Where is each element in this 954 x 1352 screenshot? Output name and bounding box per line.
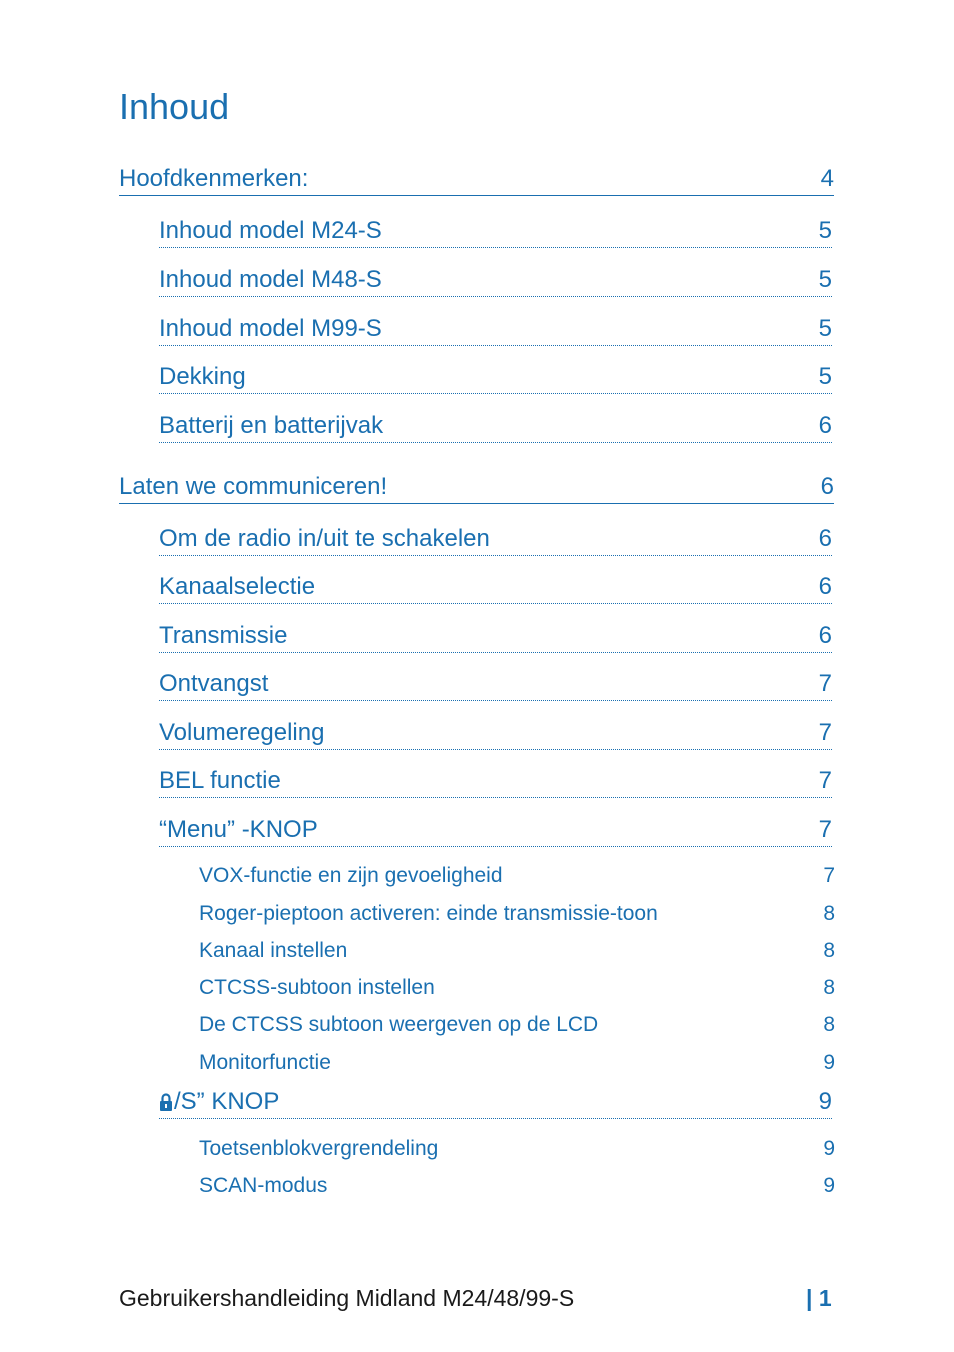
toc-entry-label: CTCSS-subtoon instellen <box>199 976 435 999</box>
footer-page-number: | 1 <box>806 1285 832 1311</box>
toc-entry-page: 5 <box>818 315 832 342</box>
toc-entry[interactable] <box>159 261 832 297</box>
toc-entry-label: Toetsenblokvergrendeling <box>199 1137 439 1160</box>
toc-entry-label-group <box>159 1088 279 1116</box>
toc-entry-label: Inhoud model M99-S <box>159 315 382 342</box>
toc-entry-page: 6 <box>818 573 832 600</box>
toc-entry-page: 9 <box>818 1088 832 1115</box>
toc-entry-page: 9 <box>823 1051 835 1074</box>
toc-subentry[interactable] <box>199 933 835 963</box>
toc-entry-page: 8 <box>823 976 835 999</box>
toc-entry-page: 7 <box>818 670 832 697</box>
toc-entry-label: /S” KNOP <box>174 1088 280 1115</box>
toc-entry-label: Dekking <box>159 363 246 390</box>
toc-entry-label: BEL functie <box>159 767 281 794</box>
toc-entry-page: 6 <box>818 412 832 439</box>
toc-entry[interactable] <box>159 212 832 248</box>
toc-subentry[interactable] <box>199 1168 835 1198</box>
toc-entry[interactable] <box>159 407 832 443</box>
toc-entry-label: Inhoud model M48-S <box>159 266 382 293</box>
toc-entry[interactable] <box>159 1083 832 1119</box>
toc-entry-label: Laten we communiceren! <box>119 473 388 500</box>
toc-entry[interactable] <box>159 714 832 750</box>
toc-entry-page: 8 <box>823 939 835 962</box>
toc-entry-label: Om de radio in/uit te schakelen <box>159 525 490 552</box>
toc-entry-page: 9 <box>823 1174 835 1197</box>
toc-entry[interactable] <box>159 358 832 394</box>
toc-entry[interactable] <box>159 811 832 847</box>
toc-subentry[interactable] <box>199 858 835 888</box>
toc-entry-label: Batterij en batterijvak <box>159 412 384 439</box>
toc-entry-page: 5 <box>818 217 832 244</box>
toc-entry-label: SCAN-modus <box>199 1174 328 1197</box>
toc-entry-page: 7 <box>818 719 832 746</box>
toc-entry[interactable] <box>159 568 832 604</box>
toc-entry-page: 5 <box>818 266 832 293</box>
toc-entry[interactable] <box>119 468 834 504</box>
toc-entry-label: Transmissie <box>159 622 288 649</box>
toc-entry-label: Monitorfunctie <box>199 1051 331 1074</box>
toc-entry-label: Inhoud model M24-S <box>159 217 382 244</box>
toc-entry-page: 5 <box>818 363 832 390</box>
toc-entry-label: De CTCSS subtoon weergeven op de LCD <box>199 1013 599 1036</box>
toc-entry-page: 8 <box>823 902 835 925</box>
toc-entry[interactable] <box>159 617 832 653</box>
toc-entry-label: Ontvangst <box>159 670 269 697</box>
toc-subentry[interactable] <box>199 1131 835 1161</box>
toc-entry-label: Kanaalselectie <box>159 573 316 600</box>
toc-entry-page: 7 <box>818 816 832 843</box>
toc-entry-page: 6 <box>820 473 834 500</box>
toc-entry-page: 7 <box>823 864 835 887</box>
toc-subentry[interactable] <box>199 1045 835 1075</box>
toc-entry-label: “Menu” -KNOP <box>159 816 318 843</box>
toc-entry-page: 6 <box>818 525 832 552</box>
footer-title: Gebruikershandleiding Midland M24/48/99-S <box>119 1285 575 1311</box>
toc-entry-label: Roger-pieptoon activeren: einde transmissie-toon <box>199 902 658 925</box>
lock-icon <box>159 1092 173 1112</box>
toc-entry-label: Volumeregeling <box>159 719 325 746</box>
toc-entry-label: Hoofdkenmerken: <box>119 165 309 192</box>
toc-entry[interactable] <box>159 762 832 798</box>
toc-entry-page: 6 <box>818 622 832 649</box>
toc-entry[interactable] <box>159 310 832 346</box>
toc-entry-page: 9 <box>823 1137 835 1160</box>
toc-entry-label: VOX-functie en zijn gevoeligheid <box>199 864 503 887</box>
toc-entry[interactable] <box>159 665 832 701</box>
toc-entry-page: 7 <box>818 767 832 794</box>
toc-entry-page: 4 <box>820 165 834 192</box>
toc-subentry[interactable] <box>199 1007 835 1037</box>
toc-subentry[interactable] <box>199 896 835 926</box>
page-title: Inhoud <box>119 86 230 127</box>
toc-entry-label: Kanaal instellen <box>199 939 348 962</box>
toc-subentry[interactable] <box>199 970 835 1000</box>
toc-entry-page: 8 <box>823 1013 835 1036</box>
toc-entry[interactable] <box>119 160 834 196</box>
toc-entry[interactable] <box>159 520 832 556</box>
